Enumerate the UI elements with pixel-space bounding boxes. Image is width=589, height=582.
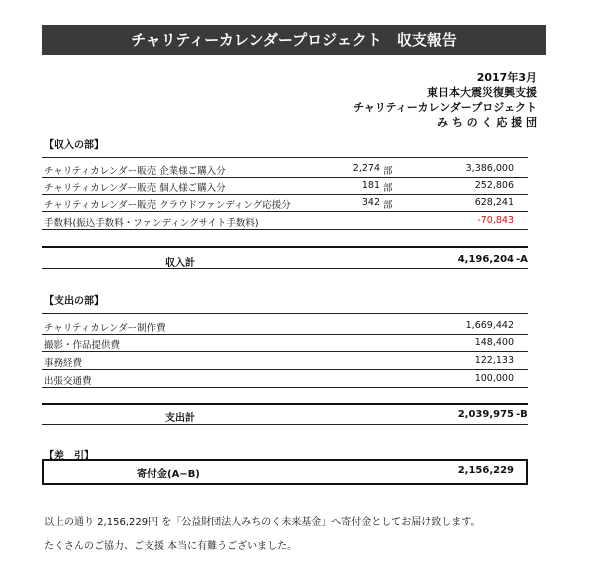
income-total-amount: 4,196,204 bbox=[457, 254, 514, 265]
org-line-3: み ち の く 応 援 団 bbox=[437, 116, 537, 129]
income-row-amount: 252,806 bbox=[474, 180, 514, 191]
expense-total-suffix: -B bbox=[516, 409, 528, 420]
expense-row-amount: 100,000 bbox=[474, 373, 514, 384]
total-divider bbox=[42, 246, 528, 248]
income-total-suffix: -A bbox=[516, 254, 528, 265]
income-row-label: 手数料(振込手数料・ファンディングサイト手数料) bbox=[44, 218, 259, 229]
org-line-1: 東日本大震災復興支援 bbox=[427, 86, 537, 99]
income-row-amount: -70,843 bbox=[477, 215, 514, 226]
income-row-label: チャリティカレンダー販売 企業様ご購入分 bbox=[44, 166, 226, 177]
income-row-label: チャリティカレンダー販売 個人様ご購入分 bbox=[44, 183, 226, 194]
divider bbox=[42, 387, 528, 388]
expense-row-label: チャリティカレンダー制作費 bbox=[44, 323, 166, 334]
expense-row-amount: 1,669,442 bbox=[465, 320, 514, 331]
expense-row-amount: 148,400 bbox=[474, 337, 514, 348]
income-row-unit: 部 bbox=[383, 183, 393, 194]
report-title: チャリティーカレンダープロジェクト 収支報告 bbox=[42, 25, 546, 55]
donation-amount: 2,156,229 bbox=[457, 465, 514, 476]
income-row-qty: 181 bbox=[361, 180, 380, 191]
expense-row-label: 事務経費 bbox=[44, 358, 83, 369]
note-line-2: たくさんのご協力、ご支援 本当に有難うございました。 bbox=[44, 541, 298, 552]
divider bbox=[42, 194, 528, 195]
expense-total-amount: 2,039,975 bbox=[457, 409, 514, 420]
report-date: 2017年3月 bbox=[476, 71, 537, 84]
expense-row-amount: 122,133 bbox=[474, 355, 514, 366]
divider bbox=[42, 313, 528, 314]
income-row-unit: 部 bbox=[383, 200, 393, 211]
expense-row-label: 出張交通費 bbox=[44, 376, 92, 387]
income-row-amount: 3,386,000 bbox=[465, 163, 514, 174]
income-row-qty: 2,274 bbox=[352, 163, 380, 174]
difference-heading: 【差 引】 bbox=[44, 451, 94, 462]
total-divider bbox=[42, 424, 528, 425]
income-total-label: 収入計 bbox=[165, 258, 195, 269]
donation-label: 寄付金(A−B) bbox=[137, 469, 200, 480]
divider bbox=[42, 229, 528, 230]
total-divider bbox=[42, 268, 528, 269]
divider bbox=[42, 351, 528, 352]
donation-box bbox=[42, 459, 528, 485]
divider bbox=[42, 177, 528, 178]
expense-heading: 【支出の部】 bbox=[44, 296, 104, 307]
income-row-unit: 部 bbox=[383, 166, 393, 177]
divider bbox=[42, 211, 528, 212]
income-row-qty: 342 bbox=[361, 197, 380, 208]
total-divider bbox=[42, 403, 528, 405]
expense-total-label: 支出計 bbox=[165, 413, 195, 424]
divider bbox=[42, 369, 528, 370]
note-line-1: 以上の通り 2,156,229円 を「公益財団法人みちのく未来基金」へ寄付金としてお届け致します。 bbox=[44, 517, 481, 528]
divider bbox=[42, 157, 528, 158]
income-row-amount: 628,241 bbox=[474, 197, 514, 208]
org-line-2: チャリティーカレンダープロジェクト bbox=[353, 101, 537, 114]
income-row-label: チャリティカレンダー販売 クラウドファンディング応援分 bbox=[44, 200, 291, 211]
divider bbox=[42, 334, 528, 335]
expense-row-label: 撮影・作品提供費 bbox=[44, 340, 121, 351]
income-heading: 【収入の部】 bbox=[44, 140, 104, 151]
